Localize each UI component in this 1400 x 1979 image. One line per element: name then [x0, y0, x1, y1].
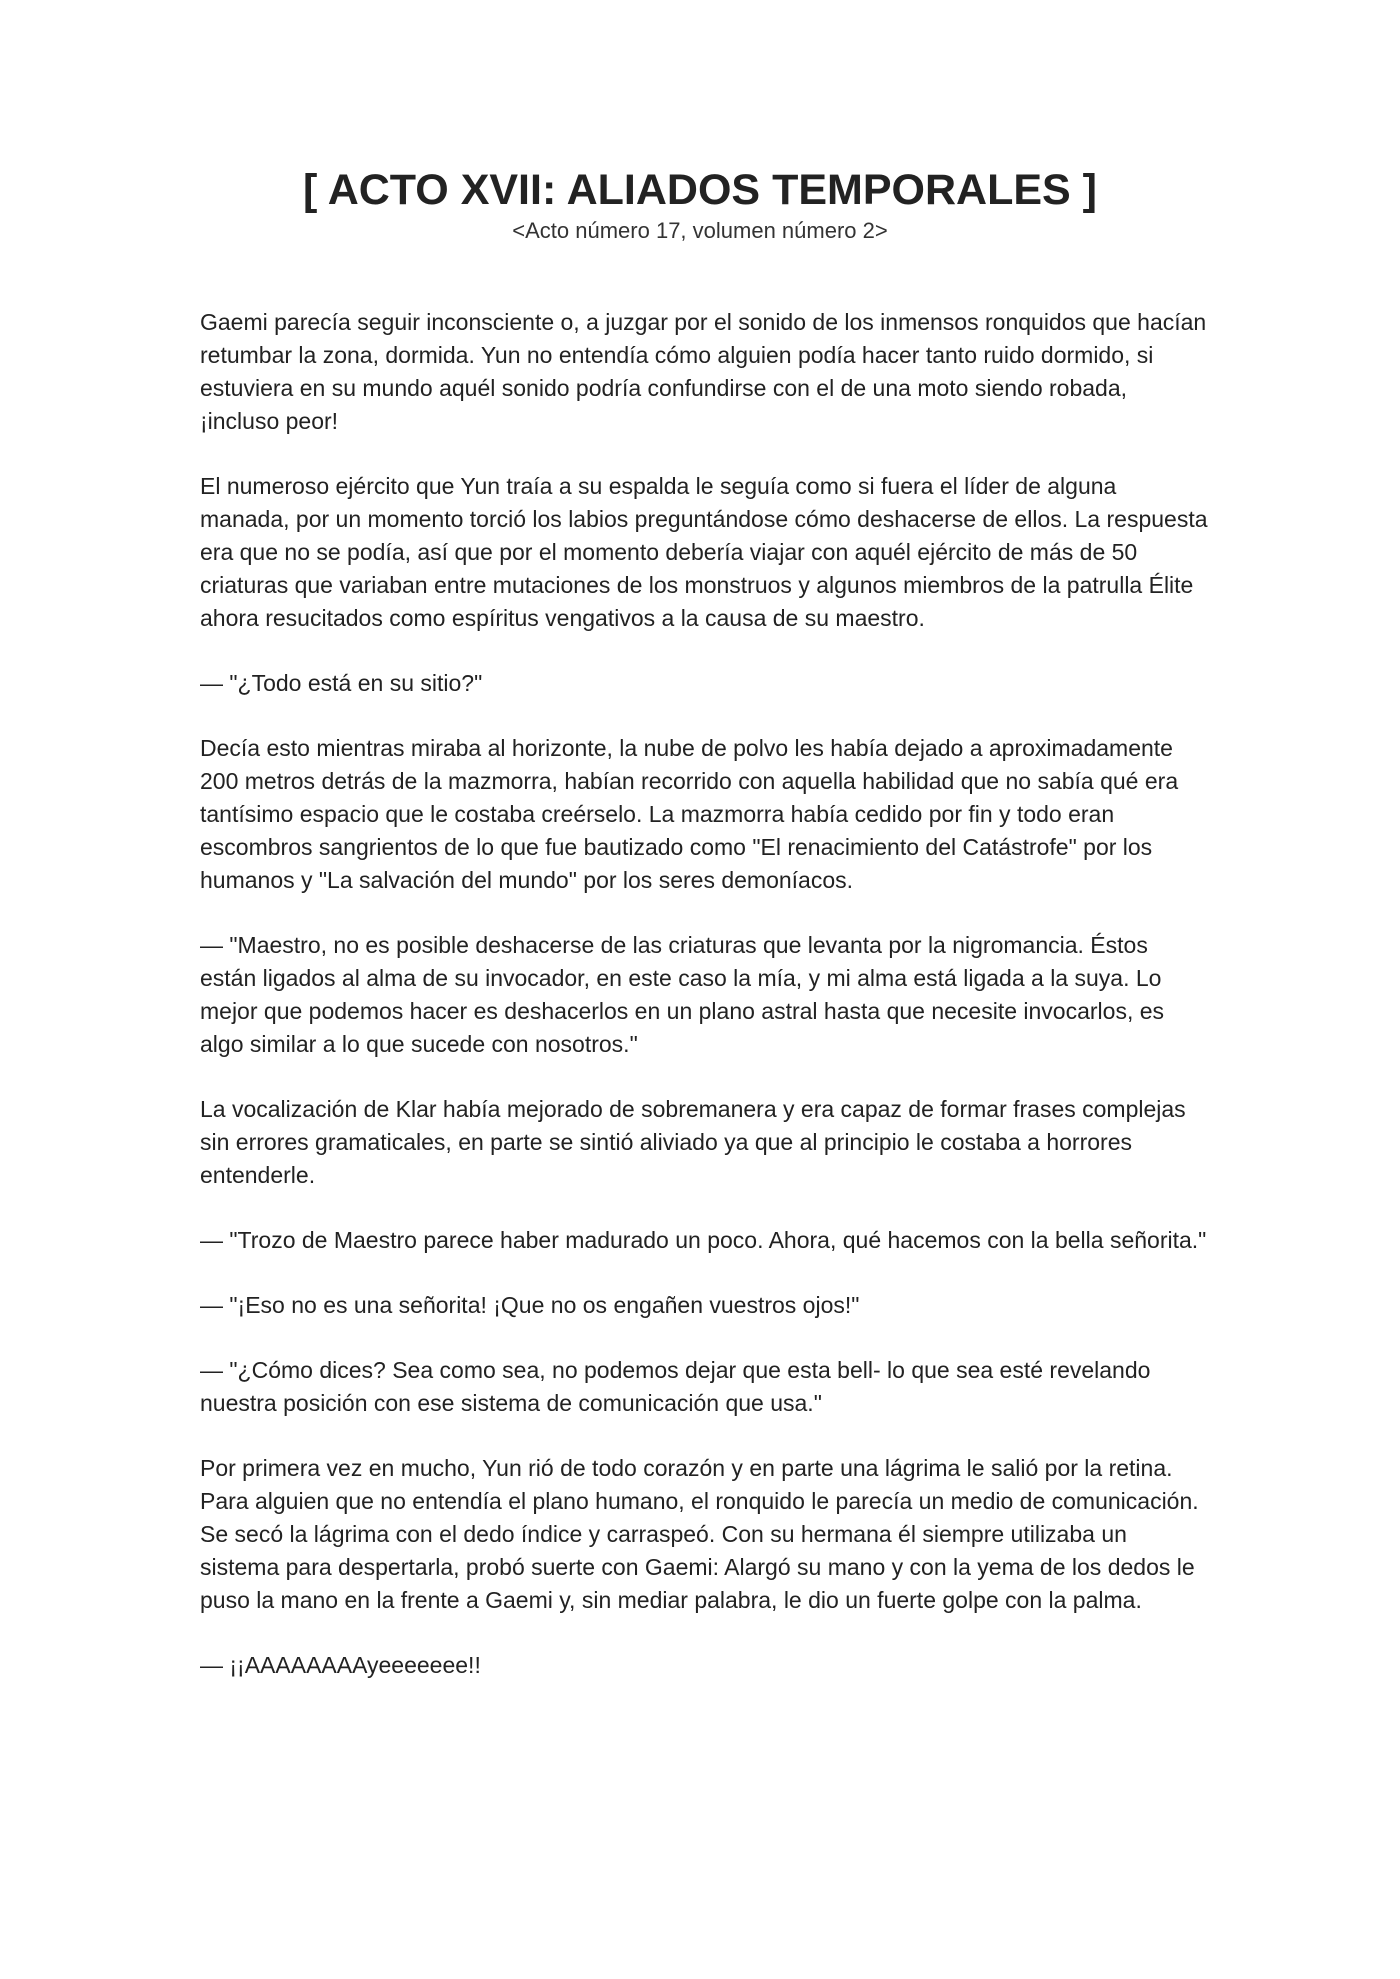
paragraph: Por primera vez en mucho, Yun rió de todo corazón y en parte una lágrima le salió por la retina. Para alguien que no entendía el plano humano, el ronquido le parecía un medio de comunicación. Se secó la lágrima con el dedo índice y carraspeó. Con su hermana él siempre utilizaba un sistema para despertarla, probó suerte con Gaemi: Alargó su mano y con la yema de los dedos le puso la mano en la frente a Gaemi y, sin mediar palabra, le dio un fuerte golpe con la palma. [200, 1455, 1199, 1613]
paragraph: Gaemi parecía seguir inconsciente o, a juzgar por el sonido de los inmensos ronquidos que hacían retumbar la zona, dormida. Yun no entendía cómo alguien podía hacer tanto ruido dormido, si estuviera en su mundo aquél sonido podría confundirse con el de una moto siendo robada, ¡incluso peor! [200, 309, 1207, 434]
dialogue-line: — "¿Cómo dices? Sea como sea, no podemos dejar que esta bell- lo que sea esté revelando nuestra posición con ese sistema de comunicación que usa." [200, 1357, 1151, 1416]
chapter-subtitle: <Acto número 17, volumen número 2> [512, 218, 888, 243]
dialogue-line: — ¡¡AAAAAAAAyeeeeeee!! [200, 1652, 481, 1678]
chapter-body [200, 306, 1210, 1714]
dialogue-line: — "Trozo de Maestro parece haber madurado un poco. Ahora, qué hacemos con la bella señorita." [200, 1227, 1207, 1253]
dialogue-line: — "¡Eso no es una señorita! ¡Que no os engañen vuestros ojos!" [200, 1292, 860, 1318]
dialogue-line: — "Maestro, no es posible deshacerse de las criaturas que levanta por la nigromancia. Éstos están ligados al alma de su invocador, en este caso la mía, y mi alma está ligada a la suya. Lo mejor que podemos hacer es deshacerlos en un plano astral hasta que necesite invocarlos, es algo similar a lo que sucede con nosotros." [200, 932, 1165, 1057]
chapter-title: [ ACTO XVII: ALIADOS TEMPORALES ] [303, 166, 1097, 214]
paragraph: La vocalización de Klar había mejorado de sobremanera y era capaz de formar frases complejas sin errores gramaticales, en parte se sintió aliviado ya que al principio le costaba a horrores entenderle. [200, 1096, 1186, 1188]
paragraph: Decía esto mientras miraba al horizonte, la nube de polvo les había dejado a aproximadamente 200 metros detrás de la mazmorra, habían recorrido con aquella habilidad que no sabía qué era tantísimo espacio que le costaba creérselo. La mazmorra había cedido por fin y todo eran escombros sangrientos de lo que fue bautizado como "El renacimiento del Catástrofe" por los humanos y "La salvación del mundo" por los seres demoníacos. [200, 735, 1179, 893]
dialogue-line: — "¿Todo está en su sitio?" [200, 670, 483, 696]
paragraph: El numeroso ejército que Yun traía a su espalda le seguía como si fuera el líder de alguna manada, por un momento torció los labios preguntándose cómo deshacerse de ellos. La respuesta era que no se podía, así que por el momento debería viajar con aquél ejército de más de 50 criaturas que variaban entre mutaciones de los monstruos y algunos miembros de la patrulla Élite ahora resucitados como espíritus vengativos a la causa de su maestro. [200, 473, 1208, 631]
